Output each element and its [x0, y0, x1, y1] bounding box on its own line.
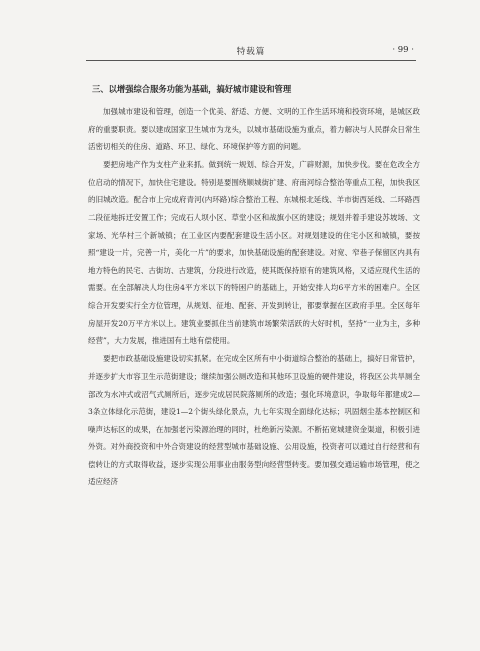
- paragraph: 要把房地产作为支柱产业来抓。做到统一规划、综合开发，广辟财源，加快步伐。要在危改全方位启动的情况下，加快住宅建设。特别是要围绕顺城街扩建、府南河综合整治等重点工程，加快我区的旧城改造。配合市上完成府青河(内环路)综合整治工程、东城根北延线、羊市街西延线、二环路西二段征地拆迁安置工作；完成石人坝小区、草堂小区和战旗小区的建设；规划并着手建设苏坡场、文家场、光华村三个新城镇；在工业区内要配套建设生活小区。对规划建设的住宅小区和城镇，要按照“建设一片，完善一片，美化一片”的要求，加快基础设施的配套建设。对宽、窄巷子保留区内具有地方特色的民宅、古街坊、古建筑，分段进行改造，使其既保持原有的建筑风格，又适应现代生活的需要。在全部解决人均住房4平方米以下的特困户的基础上，开始安排人均6平方米的困难户。全区综合开发要实行全方位管理，从规划、征地、配套、开发到转让，都要掌握在区政府手里。全区每年房屋开发20万平方米以上。建筑业要抓住当前建筑市场繁荣活跃的大好时机，坚持“一业为主，多种经营”，大力发展，推进国有土地有偿使用。: [88, 160, 420, 346]
- page-number: · 99 ·: [392, 45, 414, 55]
- paragraph: 要把市政基础设施建设切实抓紧。在完成全区所有中小街道综合整治的基础上，搞好日常管护，并逐步扩大市容卫生示范街建设；继续加强公厕改造和其他环卫设施的硬件建设，将我区公共旱厕全部改为水冲式或沼气式厕所后，逐步完成居民院落厕所的改造；强化环境意识，争取每年都建成2—3条立体绿化示范街，建设1—2个街头绿化景点，九七年实现全面绿化达标；巩固烟尘基本控制区和噪声达标区的成果，在加强老污染源治理的同时，杜绝新污染源。不断拓宽城建资金渠道，积极引进外资。对外商投资和中外合资建设的经营型城市基础设施、公用设施，投资者可以通过自行经营和有偿转让的方式取得收益，逐步实现公用事业由服务型向经营型转变。要加强交通运输市场管理，使之适应经济: [88, 354, 420, 487]
- body-text: [88, 103, 420, 492]
- header-title: 特载篇: [236, 47, 266, 57]
- running-header: [86, 44, 416, 61]
- paragraph: 加强城市建设和管理，创造一个优美、舒适、方便、文明的工作生活环境和投资环境，是城区政府的重要职责。要以建成国家卫生城市为龙头，以城市基础设施为重点，着力解决与人民群众日常生活密切相关的住房、道路、环卫、绿化、环境保护等方面的问题。: [88, 107, 420, 152]
- section-heading: 三、以增强综合服务功能为基础，搞好城市建设和管理: [92, 84, 292, 94]
